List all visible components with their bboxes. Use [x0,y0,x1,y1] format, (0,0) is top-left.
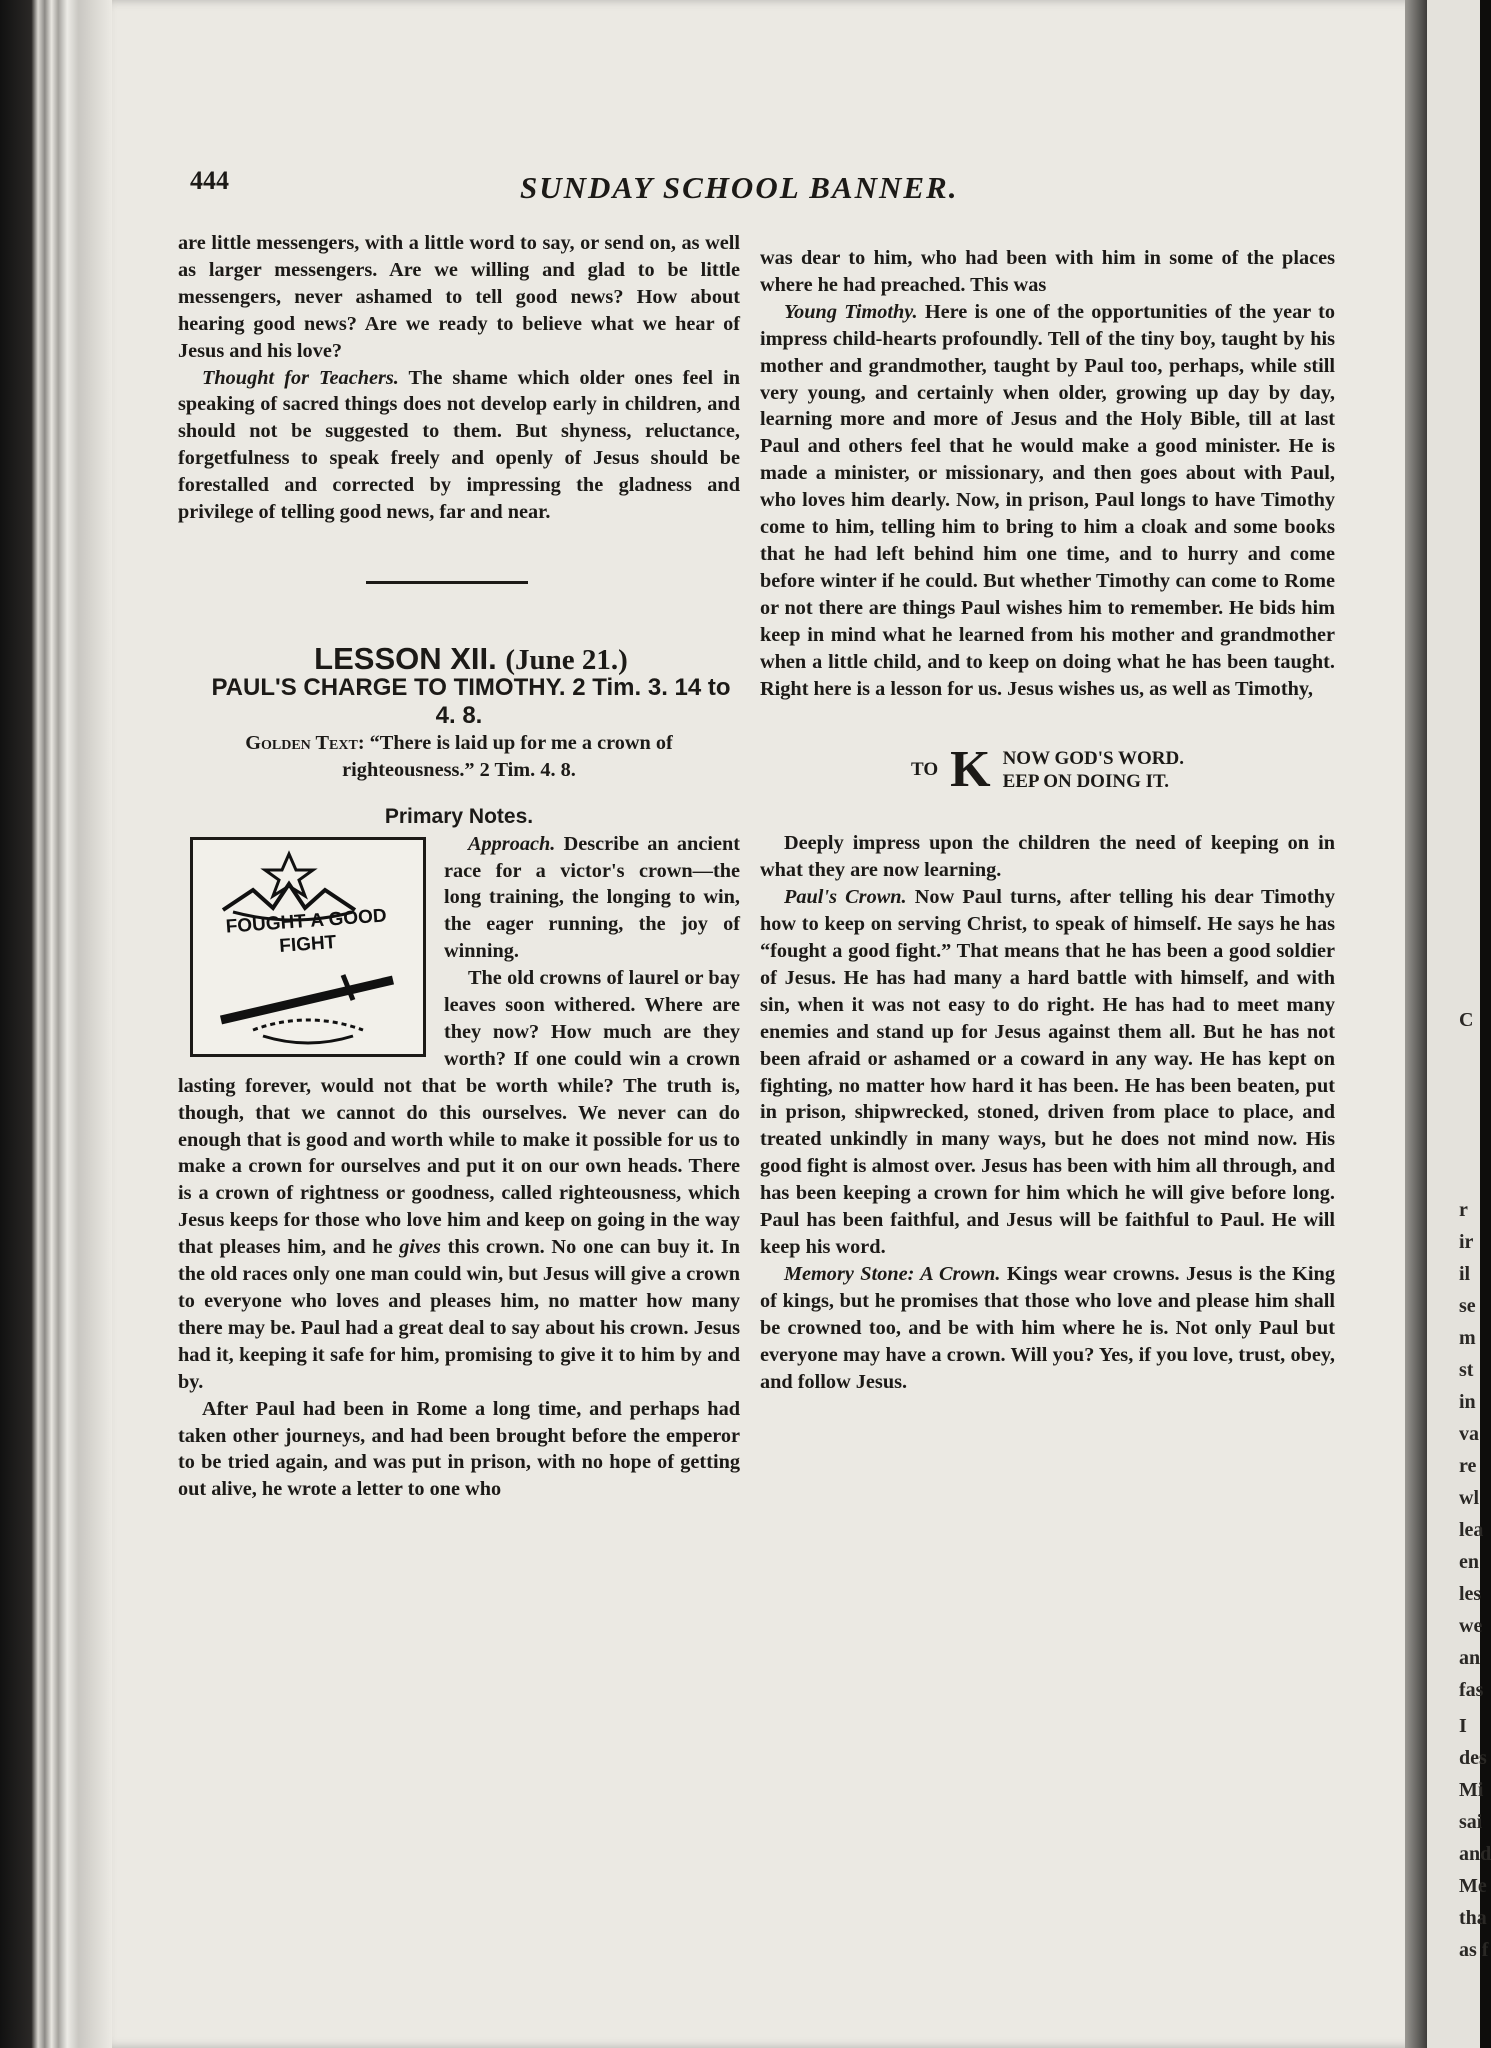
running-title: SUNDAY SCHOOL BANNER. [520,170,959,205]
memory-stone-text: Kings wear crowns. Jesus is the King of kings, but he promises that those who love and please him shall be crowned too, and be with him where he is. Not only Paul but everyone may have a crown. Will you? Yes, if you love, trust, obey, and follow Jesus. [760,1262,1335,1393]
teachers-paragraph [178,365,740,526]
adjacent-page-fragment: tha [1459,1907,1487,1929]
intro-paragraph: are little messengers, with a little word to say, or send on, as well as larger messengers. Are we willing and glad to be little messengers, never ashamed to tell good news? How about hearing good news? Are we ready to believe what we hear of Jesus and his love? [178,232,740,362]
paul-crown-text: Now Paul turns, after telling his dear Timothy how to keep on serving Christ, to speak of himself. He says he has “fought a good fight.” That means that he has been a good soldier of Jesus. He has had many a hard battle with himself, and with sin, when it was not easy to do right. He has had to meet many enemies and stand up for Jesus against them all. But he has not been afraid or ashamed or a coward in any way. He has kept on fighting, no matter how hard it has been. He has been beaten, put in prison, shipwrecked, stoned, driven from place to place, and treated unkindly in many ways, but he does not mind now. His good fight is almost over. Jesus has been with him all through, and has been keeping a crown for him which he will give before long. Paul has been faithful, and Jesus will be faithful to Paul. He will keep his word. [760,886,1336,1258]
lesson-date: (June 21.) [505,643,628,676]
paul-crown-label: Paul's Crown. [784,886,907,909]
approach-text: Describe an ancient race for a victor's crown—the long training, the longing to win, the eager running, the joy of winning. [444,832,740,963]
adjacent-page-fragment: ir [1459,1231,1474,1253]
adjacent-page-fragment: an [1459,1647,1481,1669]
right-column [760,245,1335,1395]
timothy-text: Here is one of the opportunities of the year to impress child-hearts profoundly. Tell of the tiny boy, taught by his mother and grandmother, taught by Paul too, perhaps, while still very young, and certainly when older, growing up day by day, learning more and more of Jesus and the Holy Bible, till at last Paul and others feel that he would make a good minister. He is made a minister, or missionary, and then goes about with Paul, who loves him dearly. Now, in prison, Paul longs to have Timothy come to him, telling him to bring to him a cloak and some books that he had left behind him one time, and to hurry and come before winter if he could. But whether Timothy can come to Rome or not there are things Paul wishes him to remember. He bids him keep in mind what he learned from his mother and grandmother when a little child, and to keep on doing what he has been taught. Right here is a lesson for us. Jesus wishes us, as well as Timothy, [760,300,1335,700]
continuation-paragraph: was dear to him, who had been with him in some of the places where he had preached. This was [760,247,1335,296]
page-number: 444 [190,166,229,195]
adjacent-page-fragment: se [1459,1295,1476,1317]
adjacent-page-fragment: C [1459,1009,1474,1031]
timothy-label: Young Timothy. [784,300,918,323]
approach-label: Approach. [468,832,556,855]
adjacent-page-fragment: st [1459,1359,1474,1381]
adjacent-page-fragment: Me [1459,1875,1487,1897]
adjacent-page-fragment: we [1459,1615,1483,1637]
motto-to: TO [911,758,939,780]
charge-title: PAUL'S CHARGE TO TIMOTHY. 2 Tim. 3. 14 to 4. 8. [211,673,731,729]
adjacent-page-fragment: Mi [1459,1779,1484,1801]
motto-line-1: NOW GOD'S WORD. [1002,748,1184,770]
paul-crown-paragraph [760,884,1335,1261]
teachers-text: The shame which older ones feel in speaking of sacred things does not develop early in children, and should not be suggested to them. But shyness, reluctance, forgetfulness to speak freely and openly of Jesus should be forestalled and corrected by impressing the gladness and privilege of telling good news, far and near. [178,366,740,524]
golden-label: Golden Text: [245,731,365,754]
crowns-text: The old crowns of laurel or bay leaves soon withered. Where are they now? How much are they worth? If one could win a crown lasting forever, would not that be worth while? The truth is, though, that we cannot do this ourselves. We never can do enough that is good and worth while to make it possible for us to make a crown for ourselves and put it on our own heads. There is a crown of rightness or goodness, called righteousness, which Jesus keeps for those who love him and keep on going in the way that pleases him, and he [178,967,740,1259]
adjacent-page-fragment: re [1459,1455,1477,1477]
adjacent-page-fragment: m [1459,1327,1476,1349]
golden-text [178,730,740,784]
rome-paragraph: After Paul had been in Rome a long time, and perhaps had taken other journeys, and had been brought before the emperor to be tried again, and was put in prison, with no hope of getting out alive, he wrote a letter to one who [178,1397,740,1501]
adjacent-page-fragment: sai [1459,1811,1483,1833]
adjacent-page-fragment: r [1459,1199,1468,1221]
adjacent-page-fragment: in [1459,1391,1476,1413]
golden-quote: “There is laid up for me a crown of righteousness.” 2 Tim. 4. 8. [342,731,673,781]
adjacent-page-fragment: va [1459,1423,1479,1445]
lesson-title: LESSON XII. [314,640,497,676]
primary-notes-heading: Primary Notes. [384,804,534,828]
motto-initial: K [950,741,991,799]
adjacent-page-fragment: lea [1459,1519,1484,1541]
adjacent-page-fragment: and [1459,1843,1491,1865]
lesson-heading [178,640,740,676]
motto [760,741,1335,799]
adjacent-page-edge [1427,0,1491,2048]
fought-a-good-fight-illustration [190,837,426,1057]
adjacent-page-fragment: fas [1459,1679,1484,1701]
impress-paragraph: Deeply impress upon the children the need of keeping on in what they are now learning. [760,832,1335,882]
adjacent-page-fragment: wl [1459,1487,1479,1509]
motto-line-2: EEP ON DOING IT. [1002,771,1170,793]
timothy-paragraph [760,299,1335,703]
adjacent-page-fragment: les [1459,1583,1482,1605]
adjacent-page-fragment: en [1459,1551,1479,1573]
left-column [178,230,740,1503]
adjacent-page-fragment: I [1459,1715,1467,1737]
section-divider [366,581,528,584]
motto-lines [1003,747,1184,793]
book-binding-edge [0,0,112,2048]
gives-word: gives [399,1236,441,1259]
illustration-caption: FOUGHT A GOOD FIGHT [225,905,388,957]
adjacent-page-fragment: des [1459,1747,1487,1769]
teachers-label: Thought for Teachers. [202,366,399,389]
adjacent-page-fragment: il [1459,1263,1471,1285]
crowns-text-end: this crown. No one can buy it. In the old races only one man could win, but Jesus will give a crown to everyone who loves and pleases him, no matter how many there may be. Paul had a great deal to say about his crown. Jesus had it, keeping it safe for him, promising to give it to him by and by. [178,1236,740,1393]
page-gutter [1405,0,1427,2048]
memory-stone-label: Memory Stone: A Crown. [784,1262,1001,1285]
memory-stone-paragraph [760,1261,1335,1396]
adjacent-page-fragment: as f [1459,1939,1489,1961]
